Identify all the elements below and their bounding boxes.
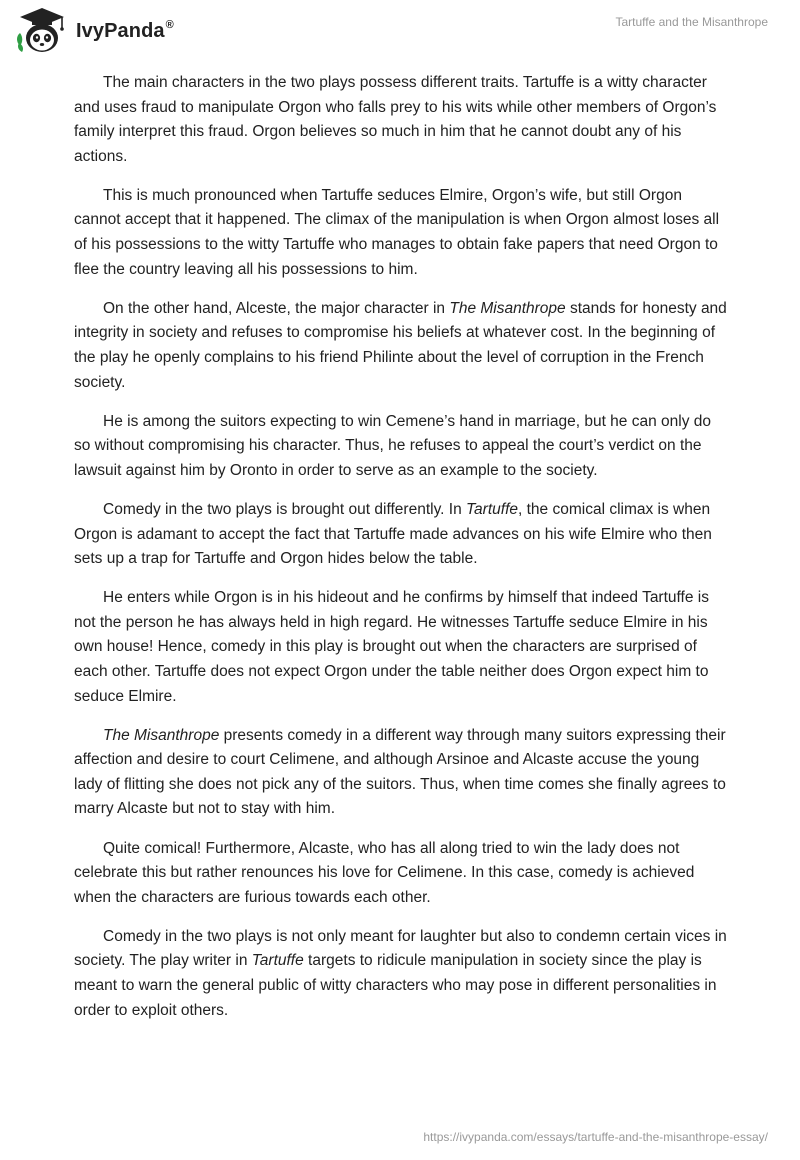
text-run: He is among the suitors expecting to win Cemene’s hand in marriage, but he can only do so without compromising his character. Thus, he refuses to appeal the court’s verdict on the lawsuit against him by Oronto in order to serve as an example to the society.	[74, 412, 712, 479]
paragraph	[74, 410, 728, 484]
italic-title: Tartuffe	[251, 952, 304, 970]
text-run: presents comedy in a different way through many suitors expressing their affection and desire to court Celimene, and although Arsinoe and Alcaste accuse the young lady of flitting she does not pick any of the suitors. Thus, when time comes she finally agrees to marry Alcaste but not to stay with him.	[74, 726, 726, 818]
panda-graduate-icon	[14, 6, 70, 56]
logo-wordmark: IvyPanda®	[76, 19, 174, 42]
paragraph	[74, 71, 728, 169]
text-run: Quite comical! Furthermore, Alcaste, who has all along tried to win the lady does not celebrate this but rather renounces his love for Celimene. In this case, comedy is achieved when the characters are furious towards each other.	[74, 839, 695, 906]
paragraph	[74, 925, 728, 1023]
text-run: This is much pronounced when Tartuffe seduces Elmire, Orgon’s wife, but still Orgon cannot accept that it happened. The climax of the manipulation is when Orgon almost loses all of his possessions to the witty Tartuffe who manages to obtain fake papers that need Orgon to flee the country leaving all his possessions to him.	[74, 186, 720, 278]
text-run: stands for honesty and integrity in society and refuses to compromise his beliefs at whatever cost. In the beginning of the play he openly complains to his friend Philinte about the level of corruption in the French society.	[74, 299, 727, 391]
italic-title: The Misanthrope	[103, 726, 220, 744]
text-run: Comedy in the two plays is not only meant for laughter but also to condemn certain vices in society. The play writer in	[74, 927, 727, 970]
text-run: targets to ridicule manipulation in society since the play is meant to warn the general public of witty characters who may pose in different personalities in order to exploit others.	[74, 952, 717, 1019]
paragraph	[74, 837, 728, 911]
source-url[interactable]: https://ivypanda.com/essays/tartuffe-and-the-misanthrope-essay/	[423, 1130, 768, 1144]
ivypanda-logo[interactable]	[14, 6, 174, 56]
paragraph	[74, 586, 728, 709]
text-run: The main characters in the two plays possess different traits. Tartuffe is a witty character and uses fraud to manipulate Orgon who falls prey to his wits while other members of Orgon’s family interpret this fraud. Orgon believes so much in him that he cannot doubt any of his actions.	[74, 74, 717, 165]
page-header	[0, 0, 800, 60]
text-run: He enters while Orgon is in his hideout and he confirms by himself that indeed Tartuffe is not the person he has always held in high regard. He witnesses Tartuffe seduce Elmire in his own house! Hence, comedy in this play is brought out when the characters are surprised of each other. Tartuffe does not expect Orgon under the table neither does Orgon expect him to seduce Elmire.	[74, 589, 709, 705]
italic-title: The Misanthrope	[449, 299, 566, 317]
paragraph	[74, 724, 728, 822]
document-title: Tartuffe and the Misanthrope	[615, 15, 768, 29]
italic-title: Tartuffe	[466, 500, 519, 518]
text-run: Comedy in the two plays is brought out differently. In	[103, 500, 467, 518]
text-run: , the comical climax is when Orgon is adamant to accept the fact that Tartuffe made advances on his wife Elmire who then sets up a trap for Tartuffe and Orgon hides below the table.	[74, 500, 712, 568]
essay-body	[74, 71, 728, 1038]
paragraph	[74, 498, 728, 572]
paragraph	[74, 184, 728, 282]
paragraph	[74, 297, 728, 395]
text-run: On the other hand, Alceste, the major character in	[103, 299, 450, 317]
